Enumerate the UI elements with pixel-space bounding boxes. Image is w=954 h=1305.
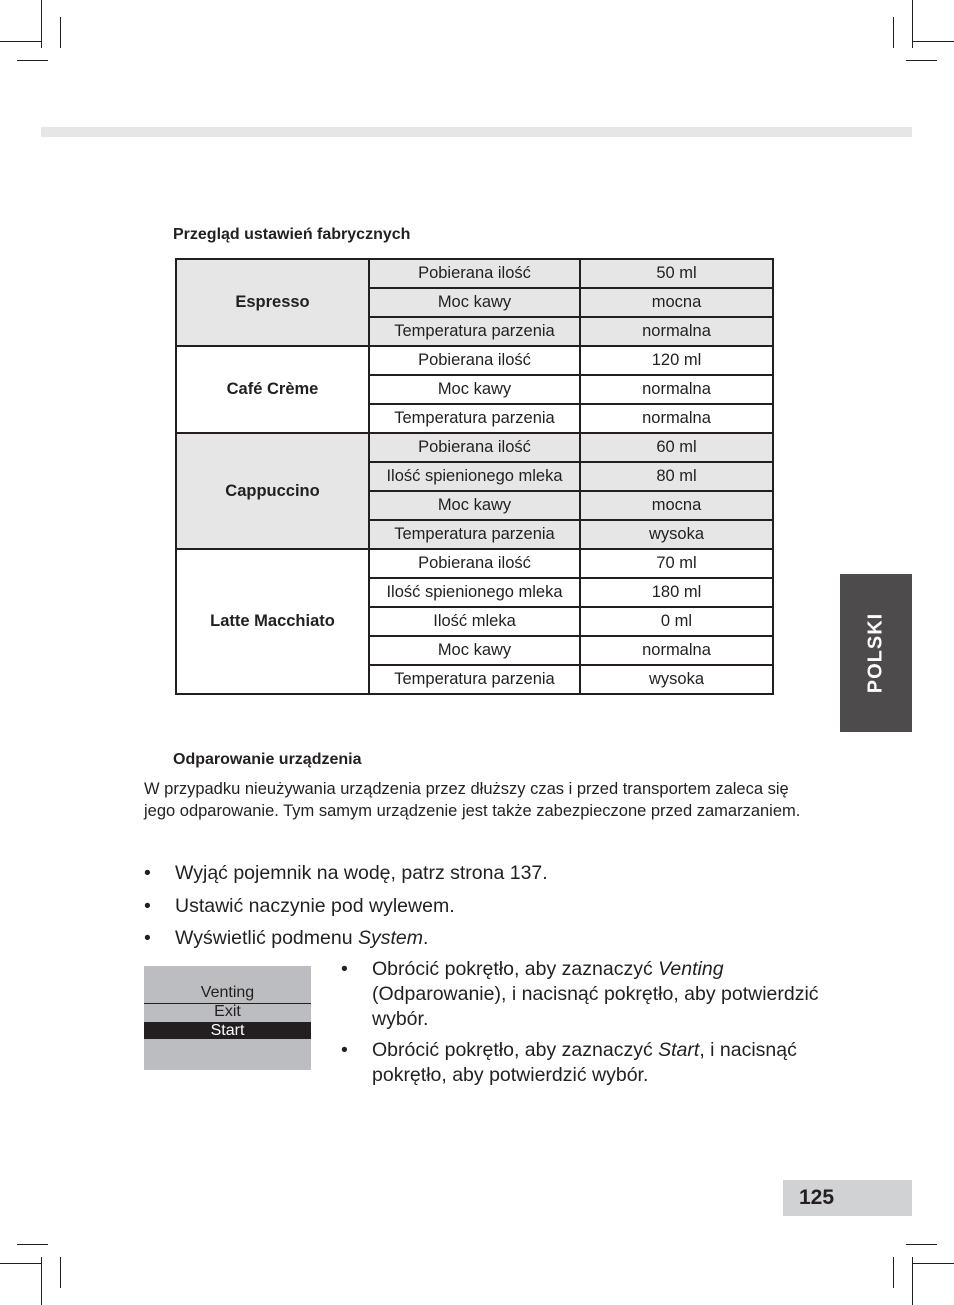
- drink-name-cell: Espresso: [176, 259, 369, 346]
- crop-mark: [60, 1257, 61, 1288]
- bullet-text: Ustawić naczynie pod wylewem.: [175, 894, 455, 917]
- step-text: Obrócić pokrętło, aby zaznaczyć: [372, 1039, 659, 1061]
- setting-value-cell: mocna: [580, 491, 773, 520]
- setting-value-cell: 180 ml: [580, 578, 773, 607]
- list-item: [144, 893, 548, 926]
- crop-mark: [41, 1257, 42, 1305]
- crop-mark: [0, 41, 41, 42]
- drink-name-cell: Café Crème: [176, 346, 369, 433]
- setting-name-cell: Ilość spienionego mleka: [369, 462, 580, 491]
- page-number-box: [783, 1180, 912, 1216]
- bullet-emphasis: System: [357, 927, 423, 949]
- drink-name-cell: Cappuccino: [176, 433, 369, 549]
- venting-paragraph: W przypadku nieużywania urządzenia przez dłuższy czas i przed transportem zaleca się jego odparowanie. Tym samym urządzenie jest także zabezpieczone przed zamarzaniem.: [144, 780, 801, 820]
- setting-value-cell: normalna: [580, 636, 773, 665]
- crop-mark: [913, 41, 954, 42]
- setting-value-cell: wysoka: [580, 665, 773, 694]
- factory-settings-table-body: [176, 259, 773, 694]
- setting-value-cell: 60 ml: [580, 433, 773, 462]
- list-item: [341, 1038, 821, 1088]
- table-row: [176, 259, 773, 288]
- step-text: (Odparowanie), i nacisnąć pokrętło, aby potwierdzić wybór.: [372, 983, 819, 1030]
- display-title: Venting: [144, 984, 311, 1004]
- setting-name-cell: Ilość mleka: [369, 607, 580, 636]
- crop-mark: [17, 60, 48, 61]
- setting-value-cell: normalna: [580, 404, 773, 433]
- setting-value-cell: 70 ml: [580, 549, 773, 578]
- bullet-text: .: [423, 927, 429, 949]
- setting-name-cell: Moc kawy: [369, 636, 580, 665]
- table-row: [176, 346, 773, 375]
- crop-mark: [17, 1244, 48, 1245]
- setting-name-cell: Temperatura parzenia: [369, 665, 580, 694]
- step-emphasis: Start: [658, 1039, 700, 1061]
- setting-name-cell: Moc kawy: [369, 491, 580, 520]
- setting-name-cell: Temperatura parzenia: [369, 317, 580, 346]
- machine-display: [144, 966, 311, 1070]
- bullet-text: Wyświetlić podmenu: [175, 927, 358, 949]
- setting-value-cell: 50 ml: [580, 259, 773, 288]
- setting-name-cell: Temperatura parzenia: [369, 520, 580, 549]
- setting-value-cell: 0 ml: [580, 607, 773, 636]
- list-item: [341, 957, 821, 1032]
- crop-mark: [893, 17, 894, 48]
- crop-mark: [893, 1257, 894, 1288]
- setting-name-cell: Pobierana ilość: [369, 259, 580, 288]
- section-title-venting: Odparowanie urządzenia: [173, 751, 362, 768]
- crop-mark: [906, 60, 937, 61]
- drink-name-cell: Latte Macchiato: [176, 549, 369, 694]
- crop-mark: [41, 0, 42, 48]
- setting-value-cell: normalna: [580, 375, 773, 404]
- bullet-list: [144, 860, 548, 958]
- header-band: [41, 127, 912, 137]
- step-text: , i nacisnąć pokrętło, aby potwierdzić wybór.: [372, 1039, 797, 1086]
- step-text: Obrócić pokrętło, aby zaznaczyć: [372, 958, 659, 980]
- crop-mark: [906, 1244, 937, 1245]
- setting-name-cell: Moc kawy: [369, 288, 580, 317]
- setting-name-cell: Ilość spienionego mleka: [369, 578, 580, 607]
- setting-name-cell: Pobierana ilość: [369, 346, 580, 375]
- setting-value-cell: mocna: [580, 288, 773, 317]
- factory-settings-table: [175, 258, 774, 695]
- section-title-factory-settings: Przegląd ustawień fabrycznych: [173, 226, 411, 243]
- crop-mark: [0, 1263, 41, 1264]
- setting-value-cell: wysoka: [580, 520, 773, 549]
- setting-name-cell: Moc kawy: [369, 375, 580, 404]
- language-tab-label: POLSKI: [864, 612, 887, 694]
- setting-value-cell: normalna: [580, 317, 773, 346]
- language-tab: [840, 574, 912, 732]
- page-number: 125: [799, 1186, 835, 1209]
- setting-name-cell: Pobierana ilość: [369, 433, 580, 462]
- list-item: [144, 925, 548, 958]
- display-menu-item-start-selected: Start: [144, 1022, 311, 1039]
- setting-name-cell: Temperatura parzenia: [369, 404, 580, 433]
- crop-mark: [60, 17, 61, 48]
- list-item: [144, 860, 548, 893]
- setting-name-cell: Pobierana ilość: [369, 549, 580, 578]
- setting-value-cell: 120 ml: [580, 346, 773, 375]
- crop-mark: [913, 1263, 954, 1264]
- table-row: [176, 433, 773, 462]
- step-list: [341, 957, 821, 1094]
- step-emphasis: Venting: [658, 958, 724, 980]
- setting-value-cell: 80 ml: [580, 462, 773, 491]
- table-row: [176, 549, 773, 578]
- display-menu-item-exit: Exit: [214, 1003, 241, 1020]
- crop-mark: [912, 1257, 913, 1305]
- bullet-text: Wyjąć pojemnik na wodę, patrz strona 137.: [175, 862, 548, 884]
